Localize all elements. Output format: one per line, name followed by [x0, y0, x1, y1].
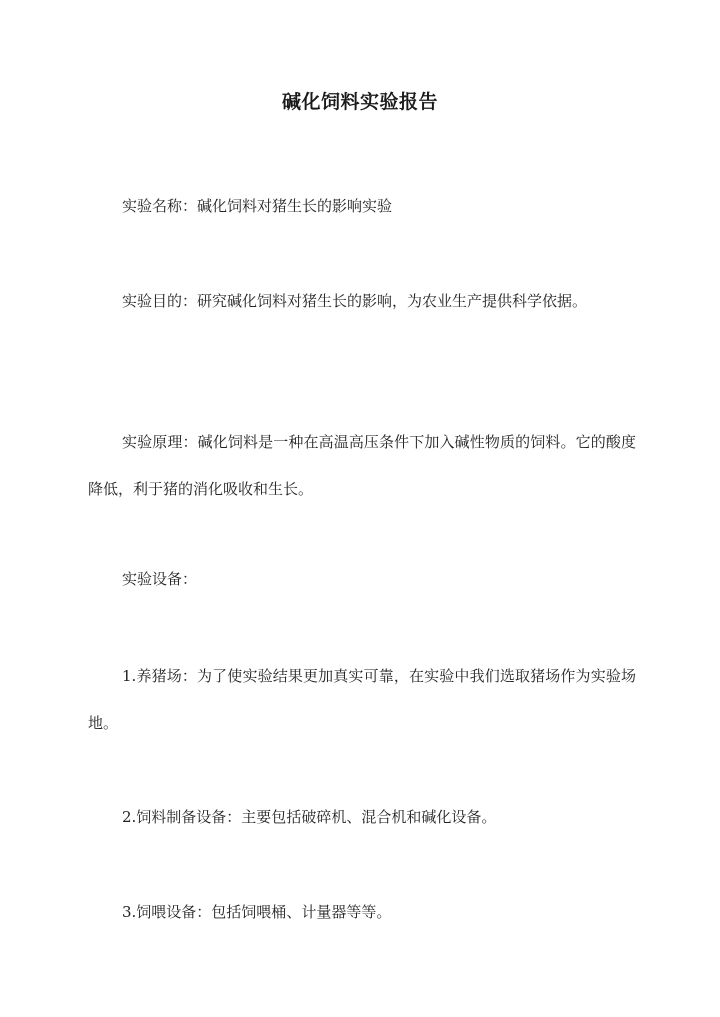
paragraph-experiment-name: 实验名称：碱化饲料对猪生长的影响实验	[122, 197, 393, 215]
paragraph-equipment-feed-preparation: 2.饲料制备设备：主要包括破碎机、混合机和碱化设备。	[122, 808, 497, 826]
paragraph-experiment-principle: 实验原理：碱化饲料是一种在高温高压条件下加入碱性物质的饲料。它的酸度降低，利于猪的消化吸收和生长。	[88, 433, 636, 498]
paragraph-equipment-pig-farm: 1.养猪场：为了使实验结果更加真实可靠，在实验中我们选取猪场作为实验场地。	[88, 667, 636, 732]
document-title: 碱化饲料实验报告	[281, 91, 438, 113]
paragraph-experiment-equipment: 实验设备：	[122, 570, 198, 588]
paragraph-equipment-feeding: 3.饲喂设备：包括饲喂桶、计量器等等。	[122, 903, 392, 921]
paragraph-experiment-purpose: 实验目的：研究碱化饲料对猪生长的影响，为农业生产提供科学依据。	[122, 292, 588, 310]
